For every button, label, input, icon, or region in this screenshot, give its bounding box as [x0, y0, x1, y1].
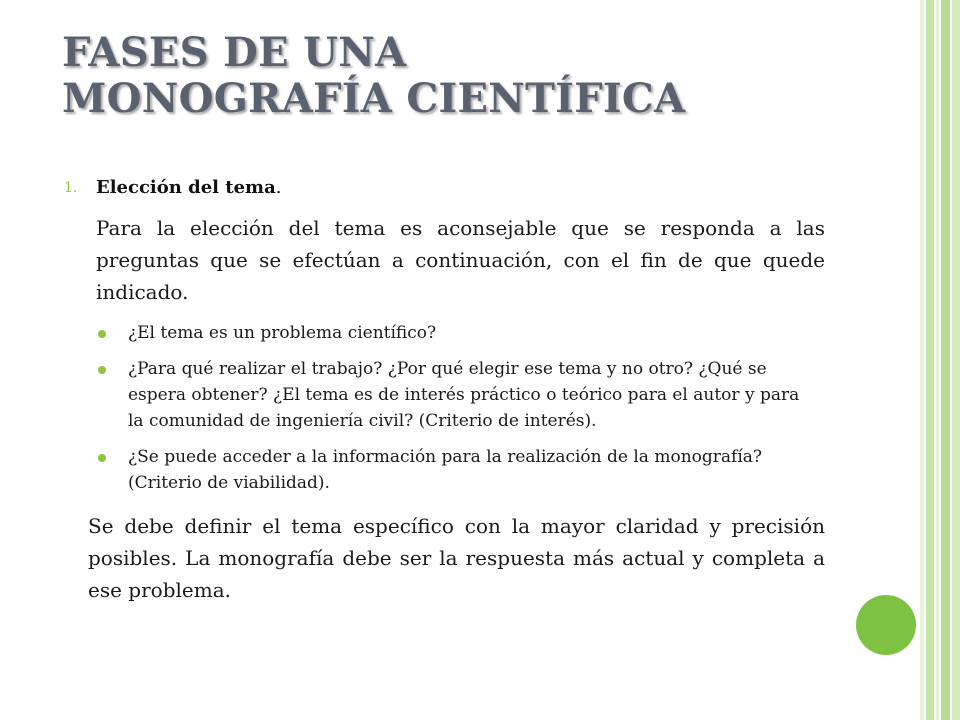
item-number: 1. [64, 180, 78, 196]
slide-title-line-1: FASES DE UNA [62, 29, 407, 76]
closing-paragraph: Se debe definir el tema específico con la mayor claridad y precisión posibles. La monografía debe ser la respuesta más actual y completa a ese problema. [88, 514, 825, 602]
bullet-text: ¿El tema es un problema científico? [128, 323, 437, 343]
bullet-dot-icon [98, 454, 106, 462]
slide-title-line-2: MONOGRAFÍA CIENTÍFICA [62, 75, 686, 122]
list-item [128, 320, 825, 346]
question-list [62, 320, 825, 496]
stripe-1 [920, 0, 924, 720]
slide-title [62, 30, 882, 122]
item-heading-text: Elección del tema [96, 177, 276, 198]
stripe-3 [936, 0, 939, 720]
intro-paragraph: Para la elección del tema es aconsejable que se responda a las preguntas que se efectúan a continuación, con el fin de que quede indicado. [96, 216, 825, 304]
list-item [128, 356, 825, 434]
item-heading-period: . [275, 177, 282, 198]
bullet-dot-icon [98, 366, 106, 374]
slide-content [62, 174, 825, 606]
stripe-4 [941, 0, 950, 720]
bullet-text: ¿Se puede acceder a la información para la realización de la monografía? (Criterio de viabilidad). [128, 447, 763, 493]
decorative-green-circle [856, 595, 916, 655]
numbered-item-heading [62, 174, 825, 202]
bullet-dot-icon [98, 330, 106, 338]
decorative-side-stripes [920, 0, 960, 720]
stripe-5 [952, 0, 960, 720]
bullet-text: ¿Para qué realizar el trabajo? ¿Por qué elegir ese tema y no otro? ¿Qué se espera obtener? ¿El tema es de interés práctico o teórico para el autor y para la comunidad de ingeniería civil? (Criterio de interés). [128, 359, 800, 431]
stripe-2 [926, 0, 934, 720]
list-item [128, 444, 825, 496]
